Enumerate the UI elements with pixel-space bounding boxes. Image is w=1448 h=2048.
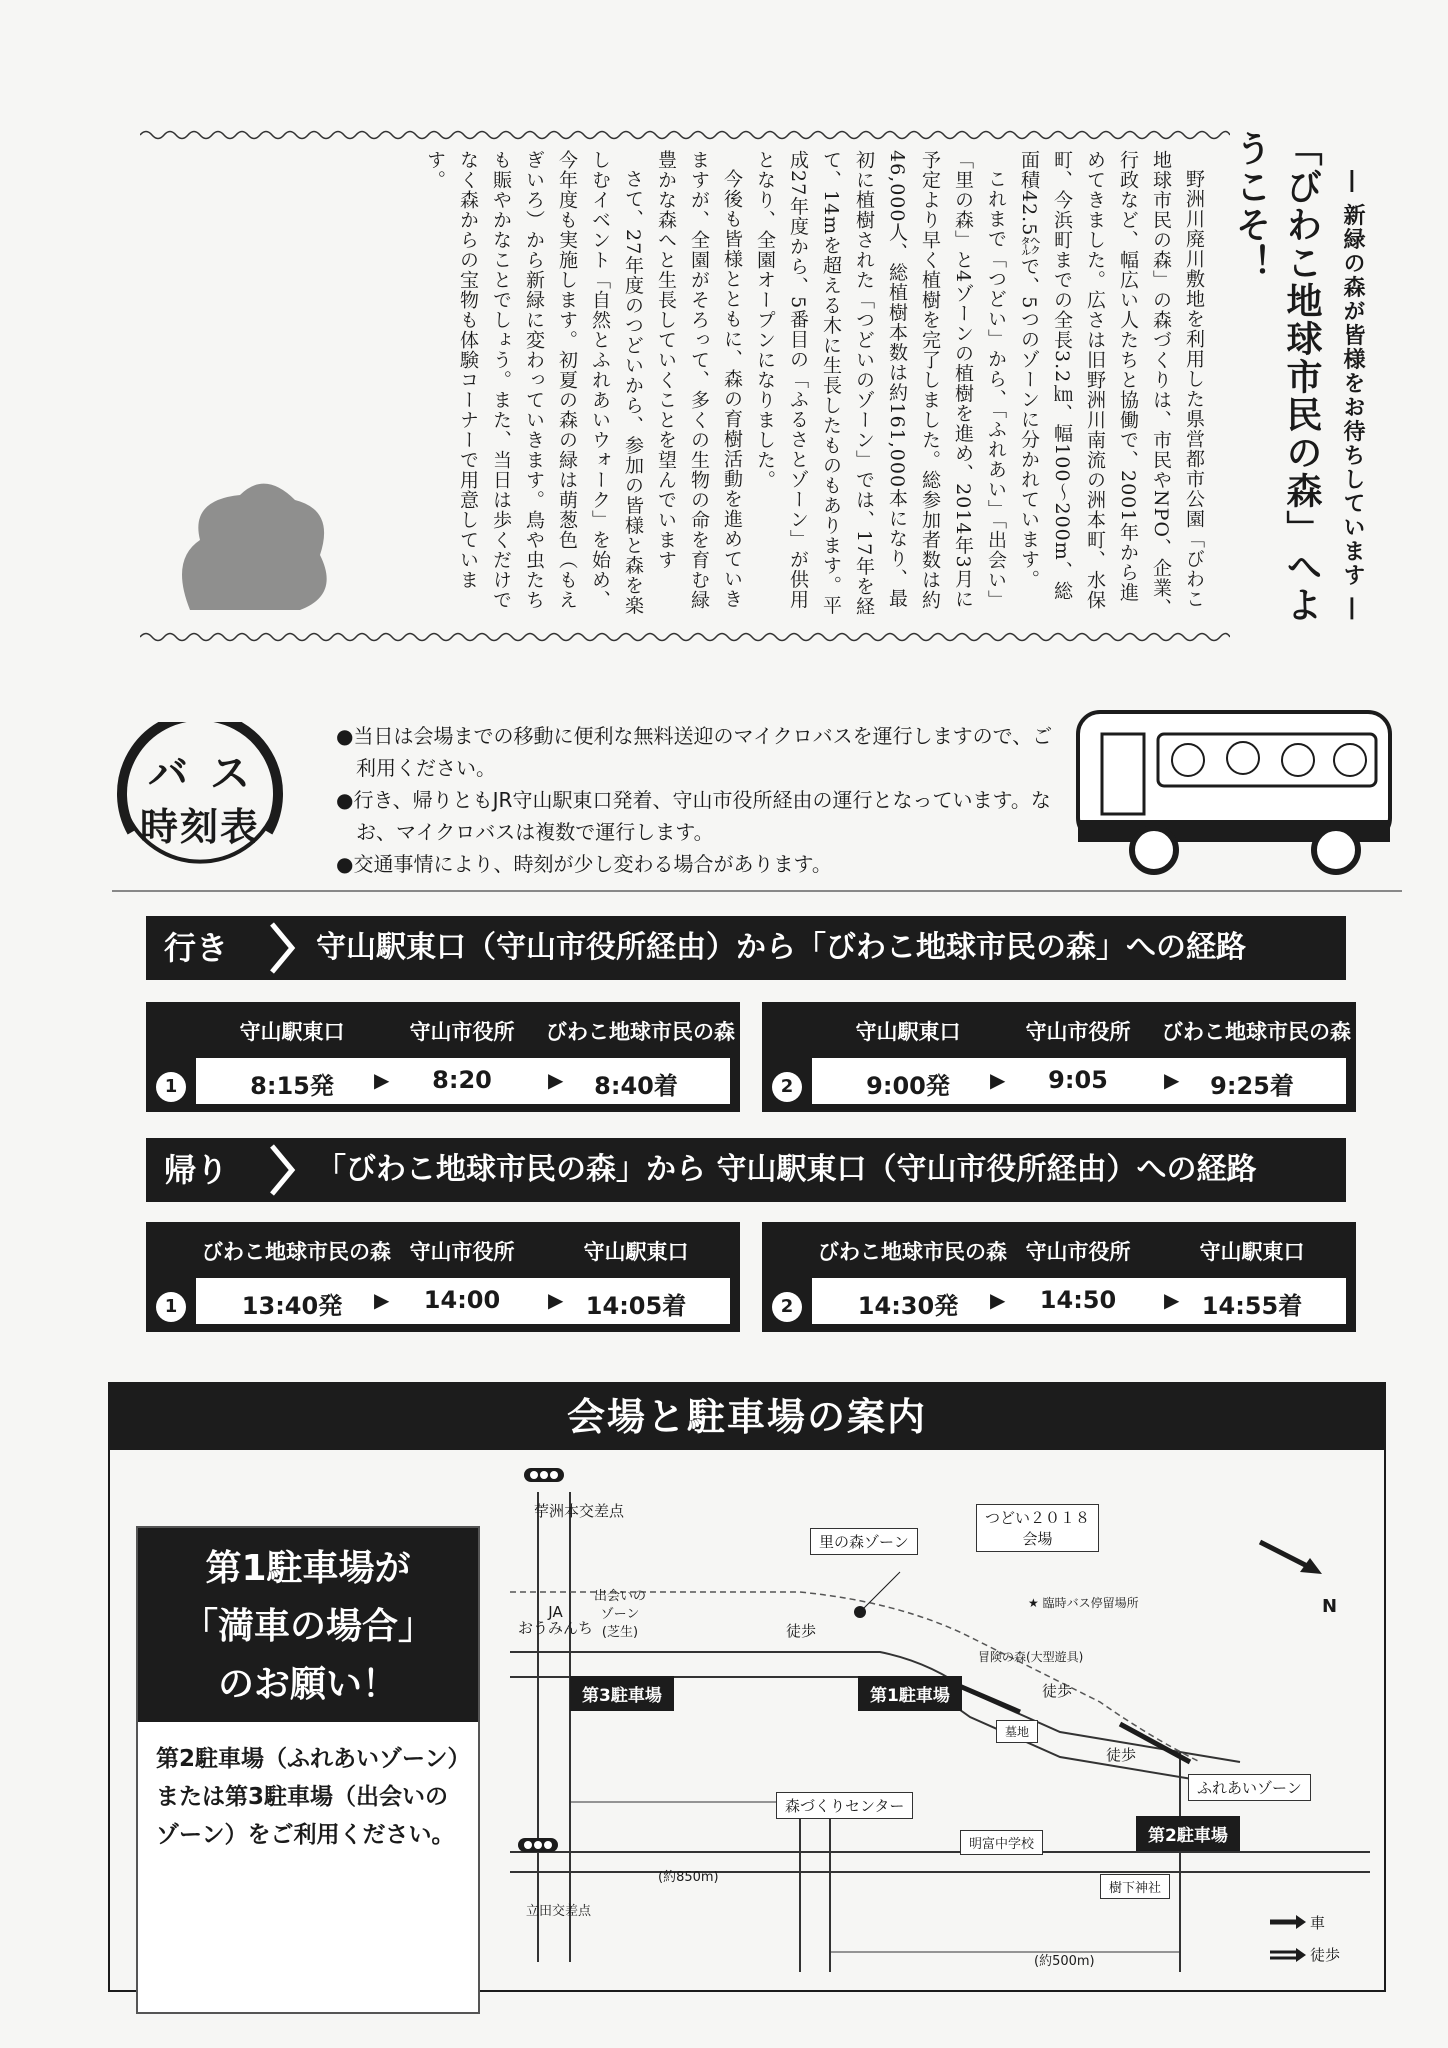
- time: 14:50: [1039, 1286, 1117, 1314]
- stop-name: 守山駅東口: [855, 1020, 961, 1044]
- inbound-direction: 帰り: [164, 1151, 229, 1189]
- stop-name: びわこ地球市民の森: [1162, 1020, 1351, 1044]
- time: 8:20: [432, 1066, 492, 1094]
- walk-label: 徒歩: [1106, 1746, 1137, 1764]
- inbound-route-bar: [146, 1138, 1346, 1202]
- run-number: 1: [156, 1292, 186, 1322]
- north-label: N: [1322, 1596, 1338, 1617]
- stop-name: 守山市役所: [1025, 1240, 1131, 1264]
- stop-name: 守山市役所: [409, 1240, 515, 1264]
- arrow-right-icon: ▶: [374, 1068, 390, 1092]
- run-times: [812, 1058, 1346, 1104]
- stop-name: 守山駅東口: [239, 1020, 345, 1044]
- time: 9:05: [1048, 1066, 1108, 1094]
- outbound-run-1: [146, 1002, 740, 1112]
- outbound-route-bar: [146, 916, 1346, 980]
- stop-headers: [146, 1002, 740, 1054]
- venue-pointer: [860, 1572, 900, 1612]
- time: 9:00発: [866, 1072, 950, 1100]
- legend-car-arrow: [1270, 1915, 1306, 1929]
- intro-paragraph: さて、27年度のつどいから、参加の皆様と森を楽しむイベント「自然とふれあいウォーク」を始め、今年度も実施します。初夏の森の緑は萌葱色（もえぎいろ）から新緑に変わっていきます。鳥や虫たちも賑やかなことでしょう。また、当日は歩くだけでなく森からの宝物も体験コーナーで用意しています。: [424, 150, 644, 616]
- arrow-right-icon: ▶: [990, 1068, 1006, 1092]
- run-number: 2: [772, 1292, 802, 1322]
- area-map: [500, 1462, 1380, 1990]
- chevron-right-icon: [268, 922, 296, 974]
- satomori-zone-label: 里の森ゾーン: [810, 1528, 918, 1555]
- top-wavy-divider: [140, 128, 1230, 142]
- stop-name: びわこ地球市民の森: [818, 1240, 1007, 1264]
- bus-notes: [336, 720, 1056, 880]
- chevron-right-icon: [268, 1144, 296, 1196]
- center-label: 森づくりセンター: [776, 1792, 913, 1819]
- section-divider: [112, 890, 1402, 892]
- time: 14:30発: [857, 1292, 959, 1320]
- inbound-run-1: [146, 1222, 740, 1332]
- notice-heading-line: のお願い！: [217, 1664, 398, 1705]
- run-number: 2: [772, 1072, 802, 1102]
- ja-label: JA おうみんち: [518, 1603, 594, 1637]
- legend-walk-arrow: [1270, 1948, 1306, 1962]
- bus-stop-label: ★ 臨時バス停留場所: [1028, 1596, 1139, 1610]
- stop-name: 守山駅東口: [583, 1240, 689, 1264]
- shrine-label: 樹下神社: [1100, 1874, 1170, 1899]
- legend-car-label: 車: [1310, 1914, 1326, 1932]
- stop-name: 守山駅東口: [1199, 1240, 1305, 1264]
- bottom-wavy-divider: [140, 630, 1230, 644]
- bus-illustration: [1068, 700, 1404, 880]
- fureai-zone-label: ふれあいゾーン: [1188, 1774, 1311, 1801]
- inbound-description: 「びわこ地球市民の森」から 守山駅東口（守山市役所経由）への経路: [316, 1152, 1257, 1187]
- outbound-run-2: [762, 1002, 1356, 1112]
- time: 14:55着: [1201, 1292, 1303, 1320]
- stop-name: 守山市役所: [409, 1020, 515, 1044]
- intro-paragraph: これまで「つどい」から、「ふれあい」「出会い」「里の森」と4ゾーンの植樹を進め、2014年3月に予定より早く植樹を完了しました。総参加者数は約46,000人、総植樹本数は約161,000本になり、最初に植樹された「つどいのゾーン」では、17年を経て、14mを超える木に生長したものもあります。平成27年度から、5番目の「ふるさとゾーン」が供用となり、全園オープンになりました。: [754, 150, 1007, 617]
- notice-body: 第2駐車場（ふれあいゾーン）または第3駐車場（出会いのゾーン）をご利用ください。: [156, 1746, 460, 1848]
- parking-1-sign: 第1駐車場: [858, 1676, 962, 1711]
- bouken-label: 冒険の森(大型遊具): [978, 1650, 1084, 1664]
- cemetery-label: 墓地: [996, 1720, 1038, 1743]
- time: 14:00: [423, 1286, 501, 1314]
- access-title: 会場と駐車場の案内: [110, 1384, 1384, 1450]
- walk-label: 徒歩: [1042, 1682, 1073, 1700]
- stop-name: びわこ地球市民の森: [546, 1020, 735, 1044]
- stop-headers: [146, 1222, 740, 1274]
- access-map-section: [108, 1382, 1386, 1992]
- intro-body: [200, 150, 1210, 620]
- time: 14:05着: [585, 1292, 687, 1320]
- badge-line2: 時刻表: [139, 804, 260, 849]
- run-times: [196, 1278, 730, 1324]
- stop-name: びわこ地球市民の森: [202, 1240, 391, 1264]
- arrow-right-icon: ▶: [990, 1288, 1006, 1312]
- notice-heading-line: 「満車の場合」: [181, 1606, 434, 1647]
- stop-name: 守山市役所: [1025, 1020, 1131, 1044]
- run-times: [812, 1278, 1346, 1324]
- tree-illustration: [170, 470, 340, 620]
- inbound-run-2: [762, 1222, 1356, 1332]
- arrow-right-icon: ▶: [1164, 1068, 1180, 1092]
- intro-subtitle: ― 新緑の森が皆様をお待ちしています ―: [1340, 170, 1365, 622]
- distance-500-label: (約500m): [1034, 1954, 1095, 1969]
- parking-3-sign: 第3駐車場: [570, 1676, 674, 1711]
- notice-heading: [138, 1528, 478, 1722]
- stop-headers: [762, 1002, 1356, 1054]
- intersection-top-label: 荢洲本交差点: [534, 1502, 625, 1520]
- walk-label: 徒歩: [786, 1622, 817, 1640]
- run-times: [196, 1058, 730, 1104]
- bus-note: ●交通事情により、時刻が少し変わる場合があります。: [336, 852, 832, 876]
- bus-timetable-badge: [112, 722, 288, 872]
- arrow-right-icon: ▶: [1164, 1288, 1180, 1312]
- legend-walk-label: 徒歩: [1310, 1946, 1341, 1964]
- time: 8:15発: [250, 1072, 334, 1100]
- time: 8:40着: [594, 1072, 678, 1100]
- parking-2-sign: 第2駐車場: [1136, 1816, 1240, 1851]
- outbound-direction: 行き: [164, 929, 229, 967]
- traffic-light-icon: [524, 1468, 564, 1482]
- arrow-right-icon: ▶: [548, 1068, 564, 1092]
- school-label: 明富中学校: [960, 1830, 1043, 1855]
- distance-850-label: (約850m): [658, 1870, 719, 1885]
- outbound-description: 守山駅東口（守山市役所経由）から「びわこ地球市民の森」への経路: [316, 930, 1246, 965]
- traffic-light-icon: [518, 1838, 558, 1852]
- run-number: 1: [156, 1072, 186, 1102]
- stop-headers: [762, 1222, 1356, 1274]
- bus-note: ●行き、帰りともJR守山駅東口発着、守山市役所経由の運行となっています。なお、マイクロバスは複数で運行します。: [336, 788, 1051, 844]
- intro-paragraph: 野洲川廃川敷地を利用した県営都市公園「びわこ地球市民の森」の森づくりは、市民やNPO、企業、行政など、幅広い人たちと協働で、2001年から進めてきました。広さは旧野洲川南流の洲本町、水保町、今浜町までの全長3.2㎞、幅100～200m、総面積42.5㌶で、5つのゾーンに分かれています。: [1018, 150, 1205, 618]
- arrow-right-icon: ▶: [374, 1288, 390, 1312]
- badge-line1: バス: [148, 750, 272, 797]
- deai-zone-label: 出会いの ゾーン (芝生): [594, 1589, 647, 1640]
- arrow-right-icon: ▶: [548, 1288, 564, 1312]
- intro-title: 「びわこ地球市民の森」へようこそ！: [1230, 130, 1323, 624]
- time: 9:25着: [1210, 1072, 1294, 1100]
- intro-paragraph: 今後も皆様とともに、森の育樹活動を進めていきますが、全園がそろって、多くの生物の命を育む緑豊かな森へと生長していくことを望んでいます: [655, 150, 743, 610]
- intersection-bottom-label: 立田交差点: [526, 1904, 592, 1919]
- parking-notice: [136, 1526, 480, 2014]
- notice-heading-line: 第1駐車場が: [205, 1548, 411, 1589]
- time: 13:40発: [241, 1292, 343, 1320]
- bus-note: ●当日は会場までの移動に便利な無料送迎のマイクロバスを運行しますので、ご利用ください。: [336, 724, 1053, 780]
- venue-label: つどい２０１８ 会場: [976, 1504, 1099, 1552]
